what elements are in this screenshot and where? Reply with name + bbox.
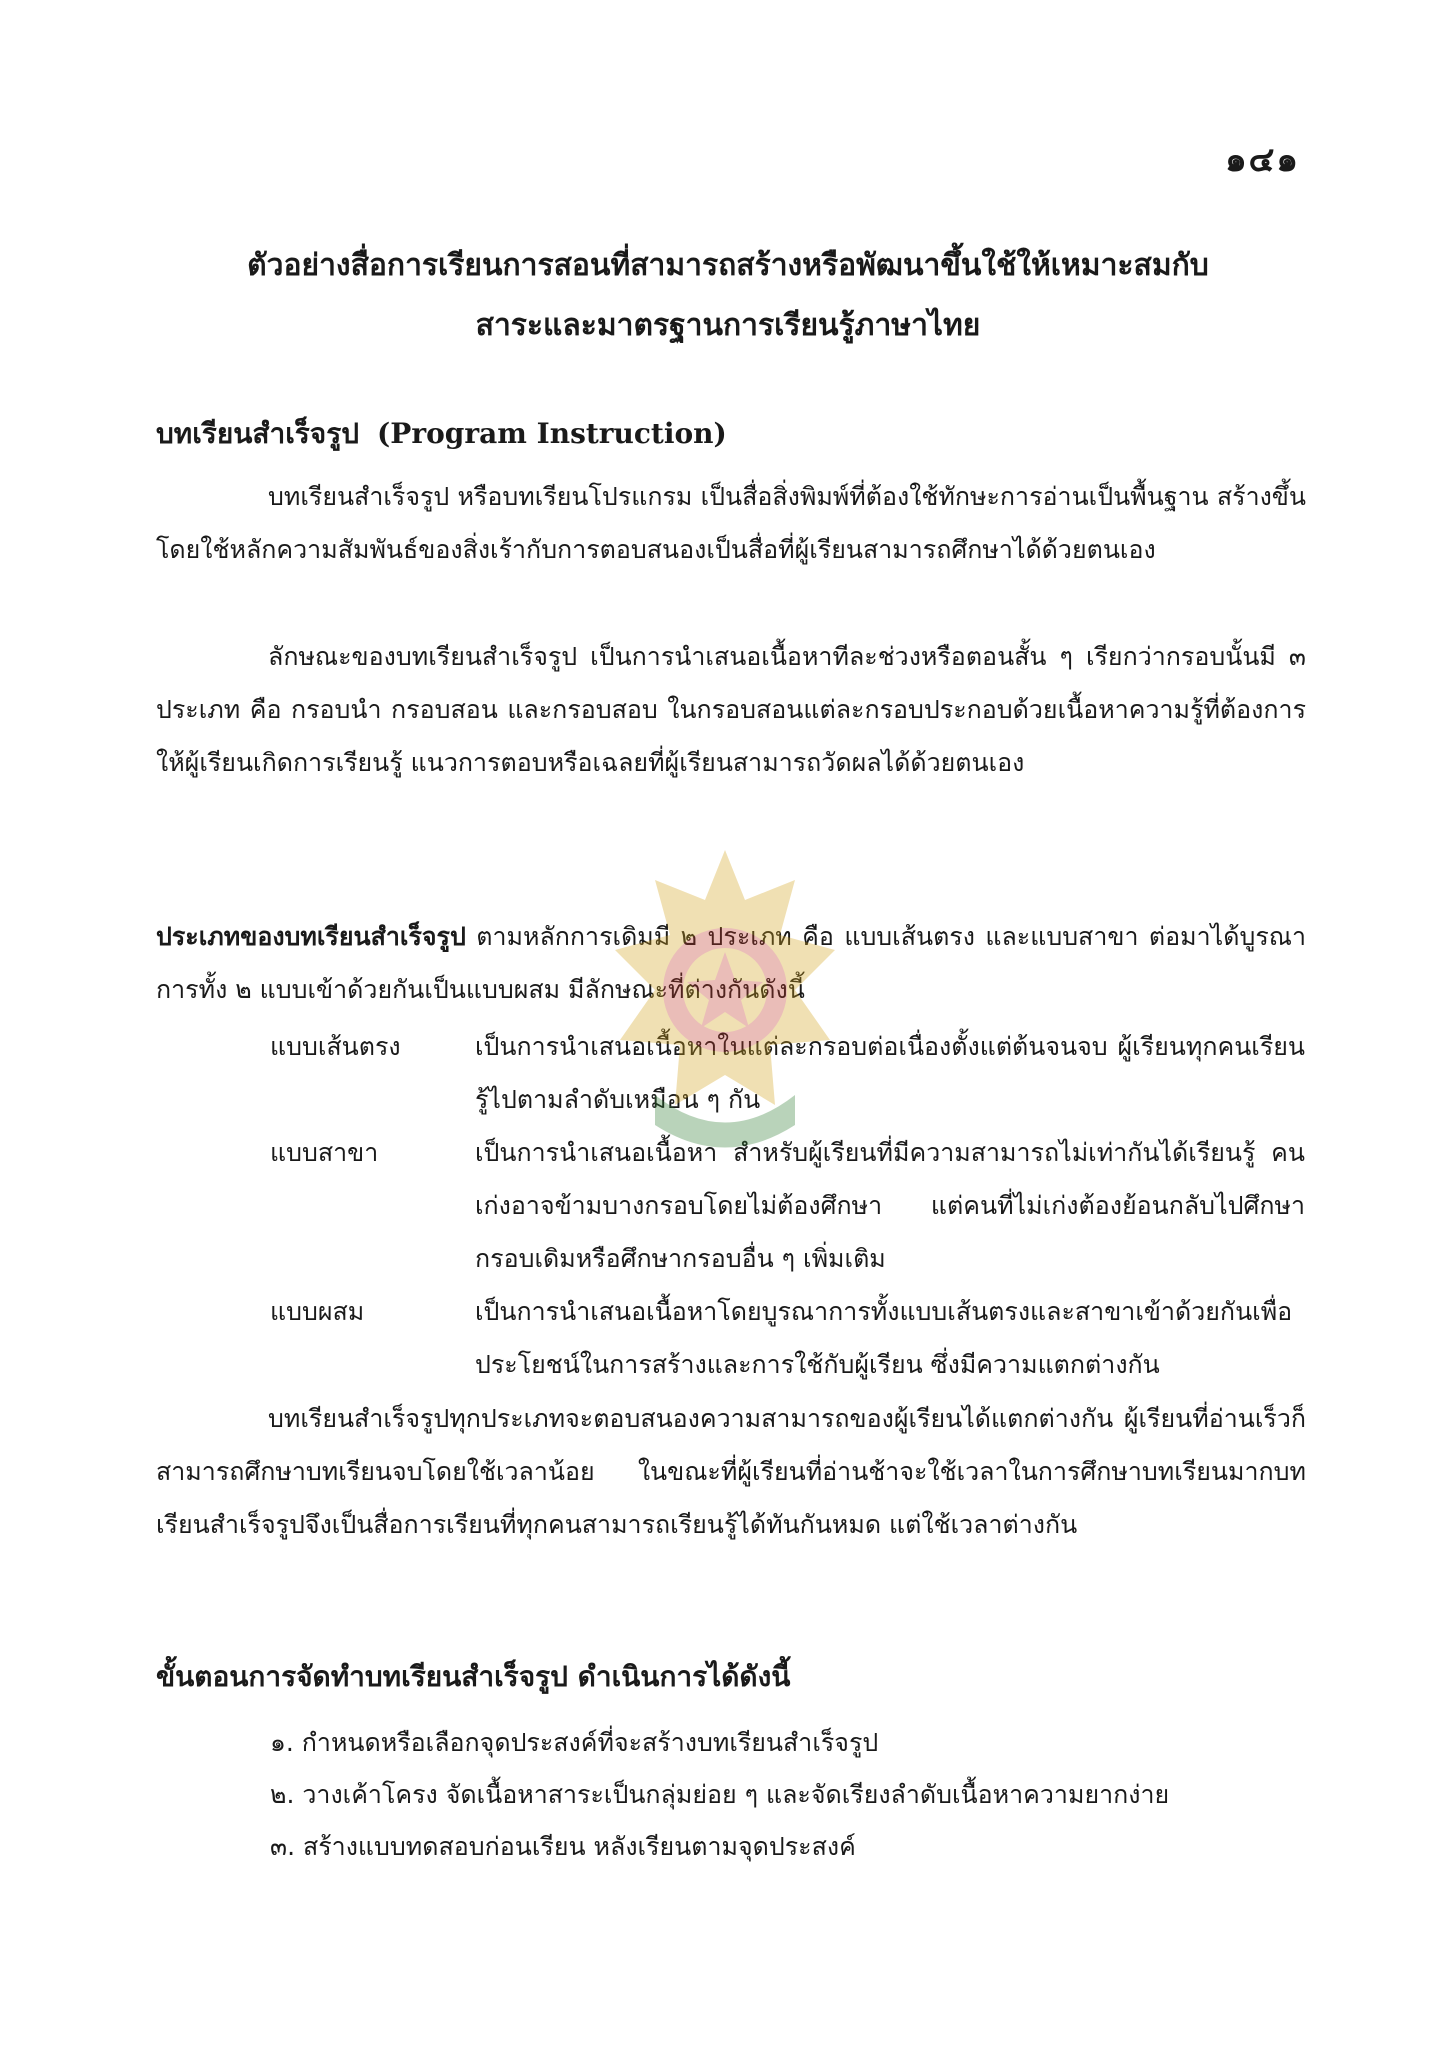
page-title-line-1: ตัวอย่างสื่อการเรียนการสอนที่สามารถสร้างหรือพัฒนาขึ้นใช้ให้เหมาะสมกับ bbox=[247, 248, 1209, 283]
page-title bbox=[150, 236, 1306, 356]
section-heading-thai: บทเรียนสำเร็จรูป bbox=[156, 417, 360, 450]
institution-emblem-icon bbox=[595, 840, 855, 1160]
types-lead-text: ตามหลักการเดิมมี ๒ ประเภท คือ แบบเส้นตรง และแบบสาขา ต่อมาได้บูรณาการทั้ง ๒ แบบเข้าด้วยกันเป็นแบบผสม มีลักษณะที่ต่างกันดังนี้ bbox=[156, 922, 1306, 1004]
paragraph-characteristics: ลักษณะของบทเรียนสำเร็จรูป เป็นการนำเสนอเนื้อหาทีละช่วงหรือตอนสั้น ๆ เรียกว่ากรอบนั้นมี ๓ ประเภท คือ กรอบนำ กรอบสอน และกรอบสอบ ในกรอบสอนแต่ละกรอบประกอบด้วยเนื้อหาความรู้ที่ต้องการให้ผู้เรียนเกิดการเรียนรู้ แนวการตอบหรือเฉลยที่ผู้เรียนสามารถวัดผลได้ด้วยตนเอง bbox=[156, 642, 1306, 777]
type-description: เป็นการนำเสนอเนื้อหา สำหรับผู้เรียนที่มีความสามารถไม่เท่ากันได้เรียนรู้ คนเก่งอาจข้ามบางกรอบโดยไม่ต้องศึกษา แต่คนที่ไม่เก่งต้องย้อนกลับไปศึกษากรอบเดิมหรือศึกษากรอบอื่น ๆ เพิ่มเติม bbox=[475, 1138, 1305, 1273]
type-term: แบบเส้นตรง bbox=[270, 1032, 401, 1061]
list-item-step-3: ๓. สร้างแบบทดสอบก่อนเรียน หลังเรียนตามจุดประสงค์ bbox=[270, 1832, 856, 1861]
paragraph-definition: บทเรียนสำเร็จรูป หรือบทเรียนโปรแกรม เป็นสื่อสิ่งพิมพ์ที่ต้องใช้ทักษะการอ่านเป็นพื้นฐาน สร้างขึ้นโดยใช้หลักความสัมพันธ์ของสิ่งเร้ากับการตอบสนองเป็นสื่อที่ผู้เรียนสามารถศึกษาได้ด้วยตนเอง bbox=[156, 482, 1306, 564]
type-description: เป็นการนำเสนอเนื้อหาในแต่ละกรอบต่อเนื่องตั้งแต่ต้นจนจบ ผู้เรียนทุกคนเรียนรู้ไปตามลำดับเหมือน ๆ กัน bbox=[475, 1032, 1305, 1114]
page-number: ๑๔๑ bbox=[1225, 140, 1300, 180]
page-title-line-2: สาระและมาตรฐานการเรียนรู้ภาษาไทย bbox=[475, 308, 981, 343]
type-description: เป็นการนำเสนอเนื้อหาโดยบูรณาการทั้งแบบเส้นตรงและสาขาเข้าด้วยกันเพื่อประโยชน์ในการสร้างและการใช้กับผู้เรียน ซึ่งมีความแตกต่างกัน bbox=[475, 1297, 1293, 1379]
list-item-step-1: ๑. กำหนดหรือเลือกจุดประสงค์ที่จะสร้างบทเรียนสำเร็จรูป bbox=[270, 1728, 879, 1757]
paragraph-closing: บทเรียนสำเร็จรูปทุกประเภทจะตอบสนองความสามารถของผู้เรียนได้แตกต่างกัน ผู้เรียนที่อ่านเร็วก็สามารถศึกษาบทเรียนจบโดยใช้เวลาน้อย ในขณะที่ผู้เรียนที่อ่านช้าจะใช้เวลาในการศึกษาบทเรียนมากบทเรียนสำเร็จรูปจึงเป็นสื่อการเรียนที่ทุกคนสามารถเรียนรู้ได้ทันกันหมด แต่ใช้เวลาต่างกัน bbox=[156, 1404, 1306, 1539]
types-lead-bold: ประเภทของบทเรียนสำเร็จรูป bbox=[156, 922, 466, 951]
section-heading-steps: ขั้นตอนการจัดทำบทเรียนสำเร็จรูป ดำเนินการได้ดังนี้ bbox=[156, 1660, 791, 1693]
type-term: แบบสาขา bbox=[270, 1138, 379, 1167]
section-heading-program-instruction bbox=[156, 412, 727, 456]
list-item-step-2: ๒. วางเค้าโครง จัดเนื้อหาสาระเป็นกลุ่มย่อย ๆ และจัดเรียงลำดับเนื้อหาความยากง่าย bbox=[270, 1780, 1170, 1809]
section-heading-english: (Program Instruction) bbox=[377, 417, 727, 450]
type-term: แบบผสม bbox=[270, 1297, 365, 1326]
